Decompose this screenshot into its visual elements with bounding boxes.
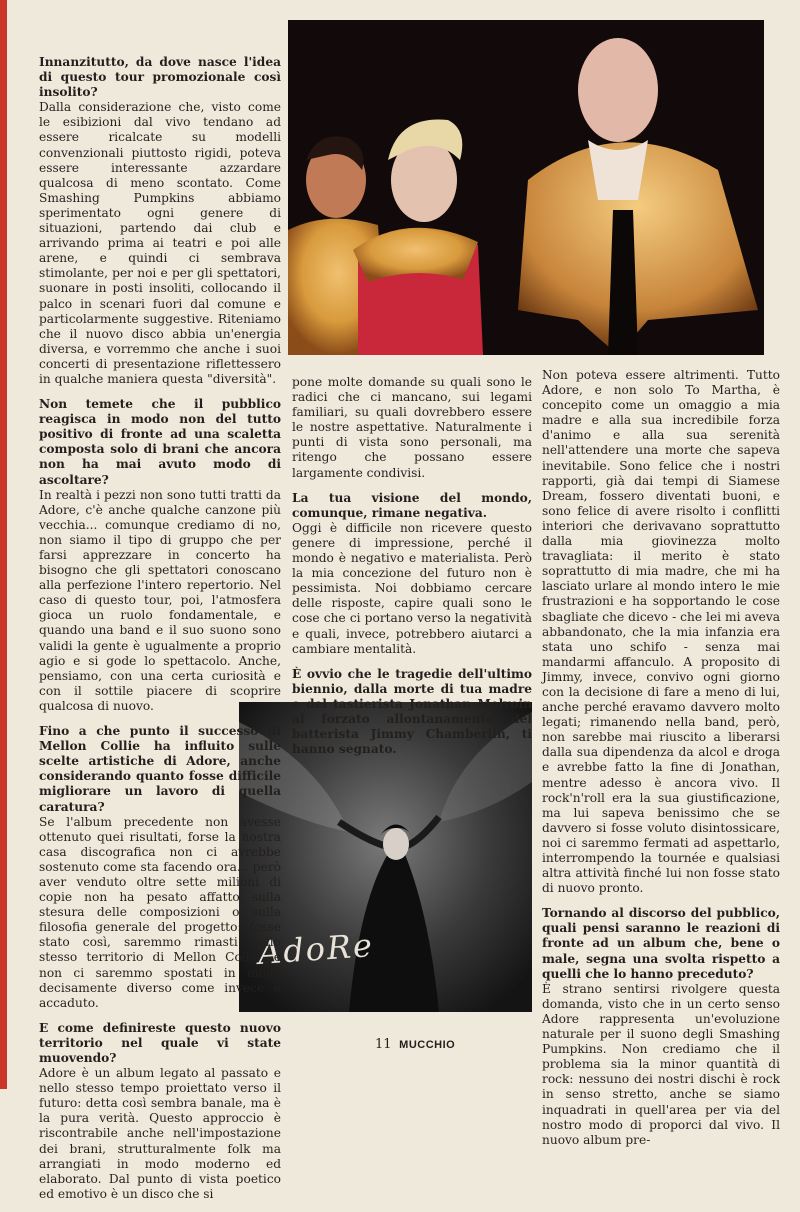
column-3: [542, 368, 780, 1158]
question: Tornando al discorso del pubblico, quali pensi saranno le reazioni di fronte ad un album che, bene o male, segna una svolta rispetto a quelli che lo hanno preceduto?: [542, 906, 780, 981]
answer: In realtà i pezzi non sono tutti tratti da Adore, c'è anche qualche canzone più vecchia... comunque crediamo di no, non siamo il tipo di gruppo che per farsi apprezzare in concerto ha bisogno che gli spettatori conoscano alla perfezione l'intero repertorio. Nel caso di questo tour, poi, l'atmosfera gioca un ruolo fondamentale, e quando una band e il suo suono sono validi la gente è ugualmente a proprio agio e si gode lo spettacolo. Anche, pensiamo, con una certa curiosità e con il sottile piacere di scoprire qualcosa di nuovo.: [39, 487, 281, 713]
page-edge-bar: [0, 0, 7, 1089]
answer: È strano sentirsi rivolgere questa domanda, visto che in un certo senso Adore rappresenta un'evoluzione naturale per il suono degli Smashing Pumpkins. Non crediamo che il problema sia la minor quantità di rock: nessuno dei nostri dischi è rock in senso stretto, anche se siamo inquadrati in quell'area per via del nostro modo di proporci dal vivo. Il nuovo album pre-: [542, 981, 780, 1147]
column-2: [292, 375, 532, 767]
question: È ovvio che le tragedie dell'ultimo biennio, dalla morte di tua madre e del tastierista Jonathan Melvoin al forzato allontanamento del batterista Jimmy Chamberlin, ti hanno segnato.: [292, 666, 532, 757]
question: Non temete che il pubblico reagisca in modo non del tutto positivo di fronte ad una scaletta composta solo di brani che ancora non ha mai avuto modo di ascoltare?: [39, 397, 281, 487]
band-photo-art: [288, 20, 764, 355]
answer: Oggi è difficile non ricevere questo genere di impressione, perché il mondo è negativo e materialista. Però la mia concezione del futuro non è pessimista. Noi dobbiamo cercare delle risposte, capire quali sono le cose che ci portano verso la negatività e quali, invece, potrebbero aiutarci a cambiare mentalità.: [292, 520, 532, 656]
page-folio: [375, 1036, 455, 1052]
question: Innanzitutto, da dove nasce l'idea di questo tour promozionale così insolito?: [39, 55, 281, 100]
answer: pone molte domande su quali sono le radici che ci mancano, sui legami familiari, su quali dovrebbero essere le nostre aspettative. Naturalmente i punti di vista sono personali, ma ritengo che possano essere largamente condivisi.: [292, 375, 532, 480]
album-title-lettering: AdoRe: [256, 926, 376, 972]
column-1: [39, 55, 281, 1212]
answer: Adore è un album legato al passato e nello stesso tempo proiettato verso il futuro: detta così sembra banale, ma è la pura verità. Questo approccio è riscontrabile anche nell'impostazione dei brani, strutturalmente folk ma arrangiati in modo moderno ed elaborato. Dal punto di vista poetico ed emotivo è un disco che si: [39, 1066, 281, 1201]
question: Fino a che punto il successo di Mellon Collie ha influito sulle scelte artistiche di Adore, anche considerando quanto fosse difficile migliorare un lavoro di quella caratura?: [39, 724, 281, 814]
band-photo: [288, 20, 764, 355]
page-number: 11: [375, 1037, 392, 1052]
answer: Dalla considerazione che, visto come le esibizioni dal vivo tendano ad essere ricalcate su modelli convenzionali piuttosto rigidi, poteva essere interessante azzardare qualcosa di meno scontato. Come Smashing Pumpkins abbiamo sperimentato ogni genere di situazioni, partendo dai club e arrivando prima ai teatri e poi alle arene, e quindi ci sembrava stimolante, per noi e per gli spettatori, suonare in posti insoliti, collocando il palco in scenari fuori dal comune e particolarmente suggestive. Riteniamo che il nuovo disco abbia un'energia diversa, e vorremmo che anche i suoi concerti di presentazione riflettessero in qualche maniera questa "diversità".: [39, 100, 281, 386]
question: La tua visione del mondo, comunque, rimane negativa.: [292, 490, 532, 520]
answer: Non poteva essere altrimenti. Tutto Adore, e non solo To Martha, è concepito come un omaggio a mia madre e alla sua incredibile forza d'animo e alla sua serenità nell'attendere una morte che sapeva inevitabile. Sono felice che i nostri rapporti, già dai tempi di Siamese Dream, fossero diventati buoni, e sono felice di avere risolto i conflitti interiori che derivavano soprattutto dalla mia giovinezza molto travagliata: il merito è stato soprattutto di mia madre, che mi ha lasciato urlare al mondo intero le mie frustrazioni e ha sopportando le cose sbagliate che dicevo - che lei mi aveva abbandonato, che la mia infanzia era stata uno schifo - senza mai mandarmi affanculo. A proposito di Jimmy, invece, convivo ogni giorno con la decisione di fare a meno di lui, anche perché eravamo davvero molto legati; rimanendo nella band, però, non sarebbe mai riuscito a liberarsi dalla sua dipendenza da alcol e droga e avrebbe fatto la fine di Jonathan, mentre adesso è ancora vivo. Il rock'n'roll era la sua giustificazione, ma lui sapeva benissimo che se davvero si fosse voluto disintossicare, noi ci saremmo fermati ad aspettarlo, interrompendo la tournée e qualsiasi altra attività finché lui non fosse stato di nuovo pronto.: [542, 368, 780, 896]
magazine-name: MUCCHIO: [399, 1039, 456, 1051]
question: E come definireste questo nuovo territorio nel quale vi state muovendo?: [39, 1020, 281, 1065]
answer: Se l'album precedente non avesse ottenuto quei risultati, forse la nostra casa discografica non ci avrebbe sostenuto come sta facendo ora... però aver venduto oltre sette milioni di copie non ha pesato affatto sulla stesura delle composizioni o sulla filosofia generale del progetto: fosse stato così, saremmo rimasti nello stesso territorio di Mellon Collie, e non ci saremmo spostati in modo decisamente diverso come invece è accaduto.: [39, 814, 281, 1010]
